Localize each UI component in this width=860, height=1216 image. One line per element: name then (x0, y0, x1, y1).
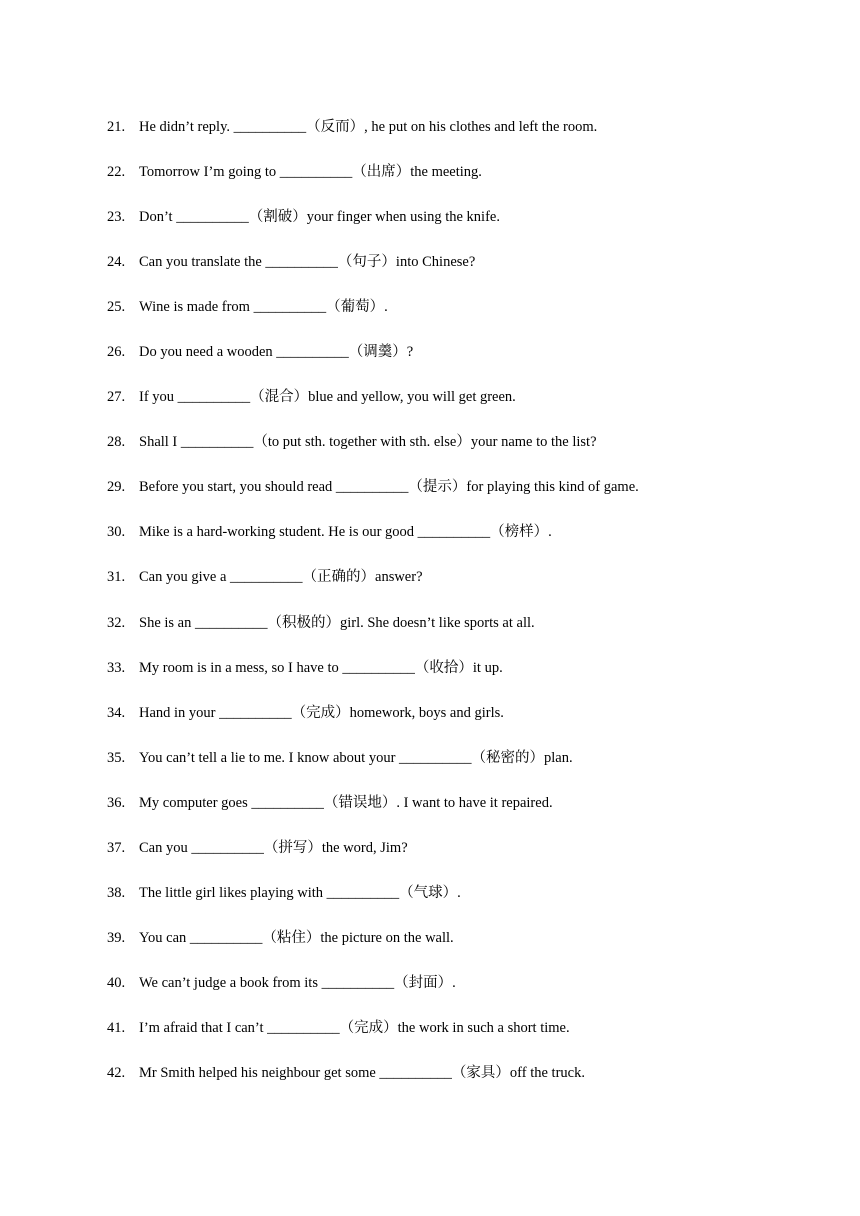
question-text: Before you start, you should read __________（提示）for playing this kind of game. (139, 479, 639, 496)
question-item (107, 521, 827, 566)
question-text: Mike is a hard-working student. He is our good __________（榜样）. (139, 524, 552, 541)
question-text: Mr Smith helped his neighbour get some __________（家具）off the truck. (139, 1064, 585, 1081)
question-text: Don’t __________（割破）your finger when using the knife. (139, 209, 500, 226)
question-text: Wine is made from __________（葡萄）. (139, 299, 388, 316)
question-text: Do you need a wooden __________（调羹）? (139, 344, 414, 361)
question-item (107, 657, 827, 702)
question-item (107, 386, 827, 431)
question-item (107, 296, 827, 341)
question-number: 34. (107, 704, 126, 721)
question-number: 21. (107, 119, 126, 135)
question-number: 37. (107, 839, 126, 856)
question-number: 31. (107, 569, 126, 586)
question-item (107, 476, 827, 521)
question-text: We can’t judge a book from its __________（封面）. (139, 974, 456, 991)
question-item (107, 341, 827, 386)
question-number: 39. (107, 929, 126, 946)
question-number: 25. (107, 299, 126, 316)
question-text: Can you __________（拼写）the word, Jim? (139, 839, 408, 856)
question-number: 24. (107, 254, 126, 271)
question-item (107, 206, 827, 251)
question-item (107, 116, 827, 161)
question-number: 30. (107, 524, 126, 541)
question-number: 41. (107, 1019, 126, 1036)
question-text: Can you give a __________（正确的）answer? (139, 569, 423, 586)
question-number: 28. (107, 434, 126, 451)
question-text: You can __________（粘住）the picture on the wall. (139, 929, 454, 946)
question-text: Shall I __________（to put sth. together with sth. else）your name to the list? (139, 434, 597, 451)
question-item (107, 792, 827, 837)
question-number: 32. (107, 614, 126, 631)
question-number: 26. (107, 344, 126, 361)
question-number: 29. (107, 479, 126, 496)
question-list (107, 116, 827, 1107)
question-item (107, 702, 827, 747)
question-item (107, 431, 827, 476)
question-text: Can you translate the __________（句子）into Chinese? (139, 254, 476, 271)
question-item (107, 612, 827, 657)
question-text: She is an __________（积极的）girl. She doesn’t like sports at all. (139, 614, 535, 631)
question-number: 42. (107, 1064, 126, 1081)
question-number: 40. (107, 974, 126, 991)
question-text: My room is in a mess, so I have to __________（收拾）it up. (139, 659, 503, 676)
question-text: If you __________（混合）blue and yellow, you will get green. (139, 389, 516, 406)
question-item (107, 161, 827, 206)
question-text: Tomorrow I’m going to __________（出席）the meeting. (139, 164, 482, 181)
question-number: 36. (107, 794, 126, 811)
question-item (107, 882, 827, 927)
question-number: 23. (107, 209, 126, 226)
question-number: 38. (107, 884, 126, 901)
question-number: 22. (107, 164, 126, 181)
question-item (107, 747, 827, 792)
question-item (107, 251, 827, 296)
question-item (107, 1017, 827, 1062)
question-item (107, 1062, 827, 1107)
question-number: 35. (107, 749, 126, 766)
question-number: 27. (107, 389, 126, 406)
question-text: I’m afraid that I can’t __________（完成）the work in such a short time. (139, 1019, 570, 1036)
question-item (107, 927, 827, 972)
question-item (107, 566, 827, 611)
question-item (107, 972, 827, 1017)
question-text: You can’t tell a lie to me. I know about your __________（秘密的）plan. (139, 749, 573, 766)
question-text: Hand in your __________（完成）homework, boys and girls. (139, 704, 504, 721)
question-text: He didn’t reply. __________（反而）, he put on his clothes and left the room. (139, 119, 598, 135)
question-text: My computer goes __________（错误地）. I want to have it repaired. (139, 794, 553, 811)
question-number: 33. (107, 659, 126, 676)
question-text: The little girl likes playing with __________（气球）. (139, 884, 461, 901)
question-item (107, 837, 827, 882)
